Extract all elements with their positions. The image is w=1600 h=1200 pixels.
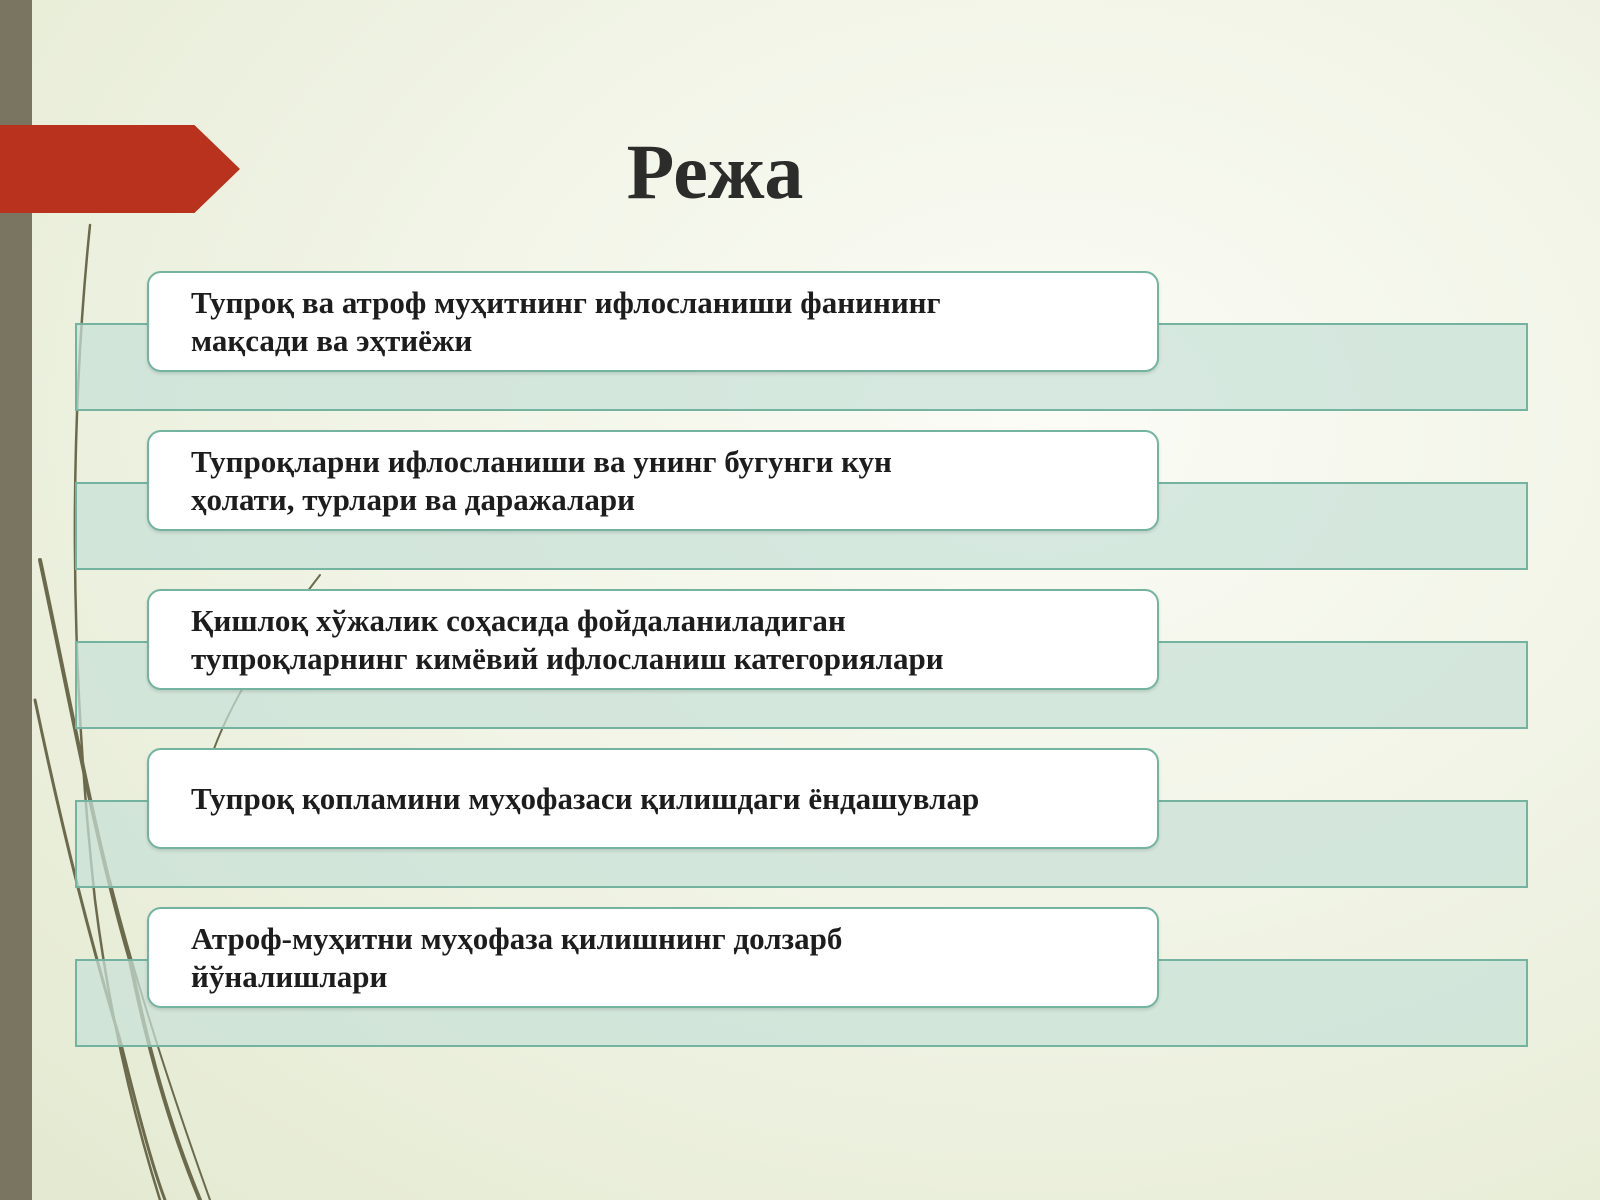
plan-item-text: Тупроқ қопламини муҳофазаси қилишдаги ёндашувлар	[191, 780, 980, 816]
slide-title: Режа	[626, 128, 804, 215]
plan-item-1	[0, 271, 1600, 431]
plan-item-text: Тупроқларни ифлосланиши ва унинг бугунги кун ҳолати, турлари ва даражалари	[191, 443, 892, 517]
plan-item-4	[0, 748, 1600, 908]
plan-item-box	[147, 589, 1159, 690]
plan-item-3	[0, 589, 1600, 749]
plan-item-box	[147, 430, 1159, 531]
plan-item-5	[0, 907, 1600, 1067]
plan-item-text: Атроф-муҳитни муҳофаза қилишнинг долзарб йўналишлари	[191, 920, 843, 994]
plan-item-box	[147, 271, 1159, 372]
plan-item-box	[147, 907, 1159, 1008]
plan-item-text: Тупроқ ва атроф муҳитнинг ифлосланиши фанининг мақсади ва эҳтиёжи	[191, 284, 941, 358]
plan-item-text: Қишлоқ хўжалик соҳасида фойдаланиладиган тупроқларнинг кимёвий ифлосланиш категориялари	[191, 602, 944, 676]
plan-item-box	[147, 748, 1159, 849]
plan-item-2	[0, 430, 1600, 590]
